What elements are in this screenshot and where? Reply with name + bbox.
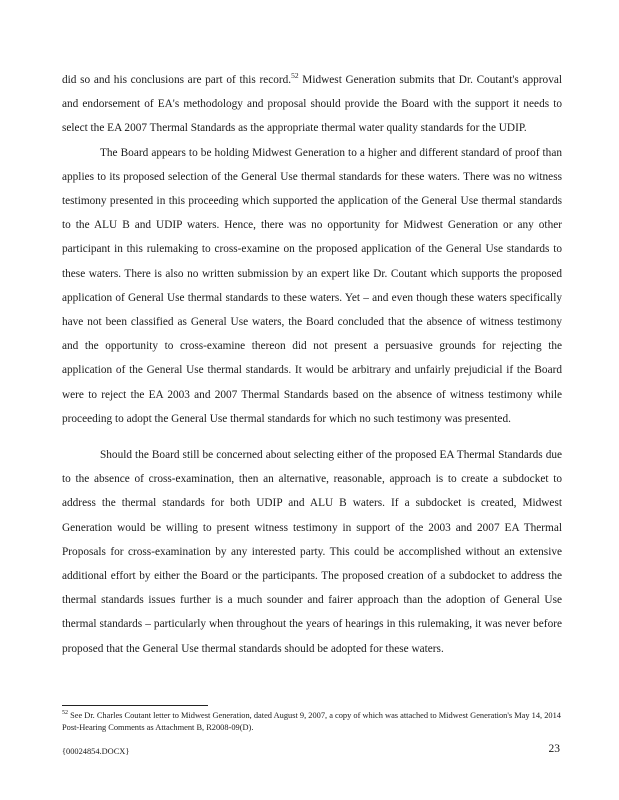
- document-id: {00024854.DOCX}: [62, 747, 130, 756]
- footnote-number: 52: [62, 710, 68, 717]
- body-text: [62, 68, 562, 661]
- paragraph-1: [62, 68, 562, 141]
- paragraph-2: The Board appears to be holding Midwest Generation to a higher and different standard of proof than applies to its proposed selection of the General Use thermal standards for these waters. There was no witness testimony presented in this proceeding which supported the application of the General Use thermal standards to the ALU B and UDIP waters. Hence, there was no opportunity for Midwest Generation or any other participant in this rulemaking to cross-examine on the proposed application of the General Use standards to these waters. There is also no written submission by an expert like Dr. Coutant which supports the proposed application of General Use thermal standards to these waters. Yet – and even though these waters specifically have not been classified as General Use waters, the Board concluded that the absence of witness testimony and the opportunity to cross-examine thereon did not present a persuasive grounds for rejecting the application of the General Use thermal standards. It would be arbitrary and unfairly prejudicial if the Board were to reject the EA 2003 and 2007 Thermal Standards based on the absence of witness testimony while proceeding to adopt the General Use thermal standards for which no such testimony was presented.: [62, 146, 562, 425]
- paragraph-3: Should the Board still be concerned about selecting either of the proposed EA Thermal Standards due to the absence of cross-examination, then an alternative, reasonable, approach is to create a subdocket to address the thermal standards for both UDIP and ALU B waters. If a subdocket is created, Midwest Generation would be willing to present witness testimony in support of the 2003 and 2007 EA Thermal Proposals for cross-examination by any interested party. This could be accomplished without an extensive additional effort by either the Board or the participants. The proposed creation of a subdocket to address the thermal standards issues further is a much sounder and fairer approach than the adoption of General Use thermal standards – particularly when throughout the years of hearings in this rulemaking, it was never before proposed that the General Use thermal standards should be adopted for these waters.: [62, 449, 562, 655]
- paragraph-1-text-start: did so and his conclusions are part of this record.: [62, 74, 292, 86]
- footnote-reference[interactable]: 52: [291, 71, 299, 81]
- paragraph-1-text-end: Midwest Generation submits that Dr. Coutant's approval and endorsement of EA's methodology and proposal should provide the Board with the support it needs to select the EA 2007 Thermal Standards as the appropriate thermal water quality standards for the UDIP.: [62, 74, 562, 135]
- footnote: [62, 710, 567, 734]
- footnote-separator: [62, 705, 208, 706]
- footnote-text: See Dr. Charles Coutant letter to Midwest Generation, dated August 9, 2007, a copy of which was attached to Midwest Generation's May 14, 2014 Post-Hearing Comments as Attachment B, R2008-09(D).: [62, 711, 561, 732]
- page-number: 23: [548, 743, 560, 755]
